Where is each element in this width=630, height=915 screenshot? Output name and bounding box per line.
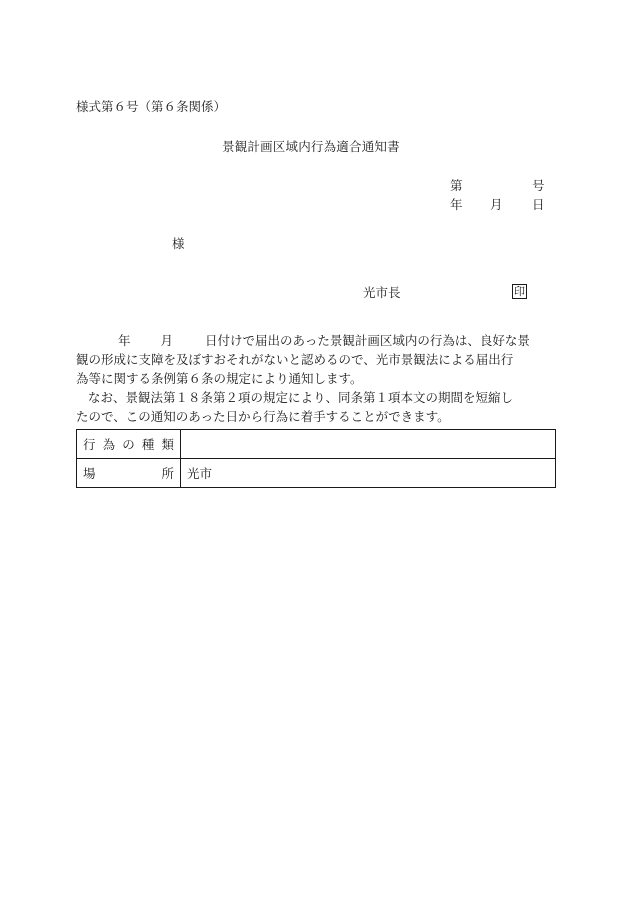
document-number-prefix: 第 <box>450 178 463 193</box>
label-char: 種 <box>141 437 155 452</box>
body-paragraph-2-text: なお、景観法第１８条第２項の規定により、同条第１項本文の期間を短縮し <box>88 390 514 405</box>
notice-details-table <box>76 429 556 488</box>
issuer-name: 光市長 <box>363 285 401 300</box>
body-paragraph-2-line-1 <box>76 388 556 407</box>
label-char: の <box>122 437 135 452</box>
label-char: 所 <box>161 466 174 481</box>
date-year-label: 年 <box>450 197 463 212</box>
document-title: 景観計画区域内行為適合通知書 <box>222 139 400 154</box>
seal-stamp: 印 <box>514 285 525 298</box>
document-number-suffix: 号 <box>532 178 545 193</box>
location-label <box>77 459 181 488</box>
body-paragraph-1-line-3: 為等に関する条例第６条の規定により通知します。 <box>76 371 363 386</box>
label-char: 場 <box>83 466 96 481</box>
form-number: 様式第６号（第６条関係） <box>76 99 227 114</box>
label-char: 類 <box>161 437 174 452</box>
activity-type-label <box>77 430 181 459</box>
body-year-label: 年 <box>118 333 131 348</box>
body-paragraph-1-line-1 <box>76 331 556 350</box>
table-row-activity-type <box>77 430 556 459</box>
date-month-label: 月 <box>490 197 503 212</box>
label-char: 行 <box>83 437 96 452</box>
location-value: 光市 <box>181 459 556 488</box>
body-paragraph-1-text: 日付けで届出のあった景観計画区域内の行為は、良好な景 <box>205 333 530 348</box>
activity-type-value <box>181 430 556 459</box>
body-paragraph-1-line-2: 観の形成に支障を及ぼすおそれがないと認めるので、光市景観法による届出行 <box>76 352 514 367</box>
addressee-honorific: 様 <box>172 236 185 251</box>
body-month-label: 月 <box>160 333 174 348</box>
label-char: 為 <box>102 437 116 452</box>
table-row-location <box>77 459 556 488</box>
date-day-label: 日 <box>532 197 545 212</box>
body-paragraph-2-line-2: たので、この通知のあった日から行為に着手することができます。 <box>76 409 450 424</box>
notice-body <box>76 331 556 426</box>
